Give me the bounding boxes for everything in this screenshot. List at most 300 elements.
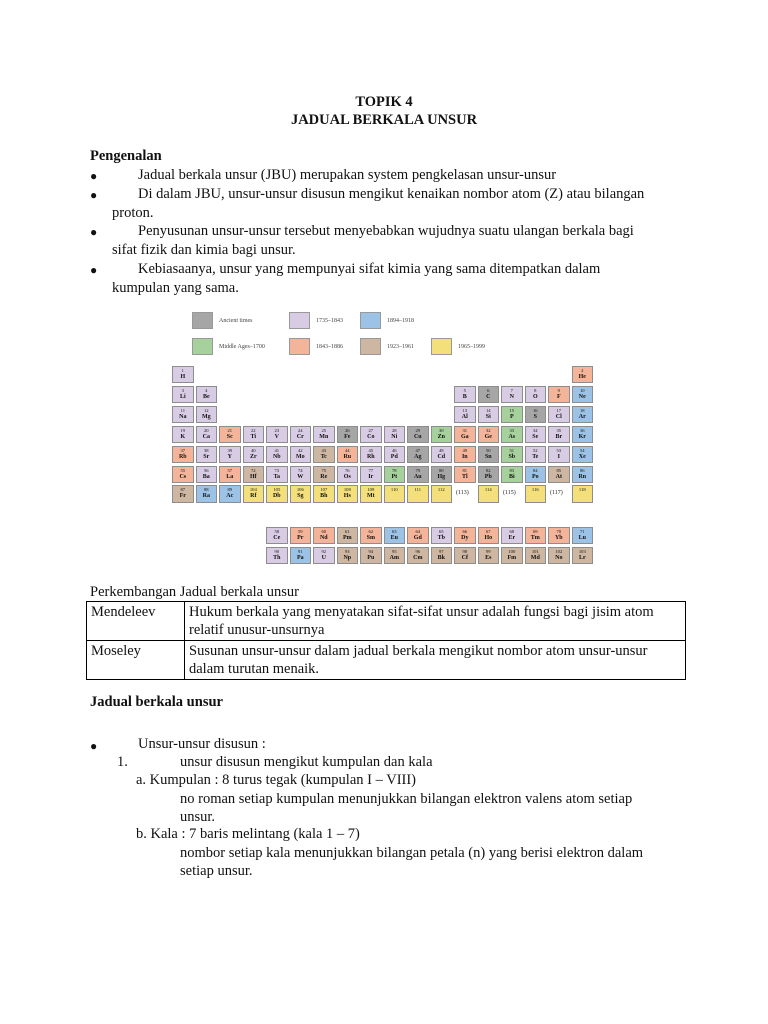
element-symbol: Yb: [554, 535, 563, 541]
atomic-number: 21: [227, 427, 233, 433]
atomic-number: 36: [580, 427, 585, 433]
element-symbol: Ba: [202, 473, 210, 480]
bullet-text: Jadual berkala unsur (JBU) merupakan system pengkelasan unsur-unsur: [138, 167, 557, 183]
element-symbol: Li: [179, 393, 186, 400]
element-cell: [454, 547, 476, 564]
element-symbol: Cs: [179, 473, 187, 480]
atomic-number: 71: [580, 529, 585, 534]
atomic-number: 60: [321, 529, 327, 534]
element-symbol: Eu: [390, 535, 398, 541]
atomic-number: 23: [274, 427, 280, 433]
legend-item: [431, 338, 485, 355]
bullet-text: Kebiasaanya, unsur yang mempunyai sifat kimia yang sama ditempatkan dalam kumpulan yang sama.: [112, 261, 601, 296]
atomic-number: 52: [533, 447, 538, 453]
element-symbol: Am: [389, 555, 399, 561]
element-cell: [266, 426, 288, 443]
element-symbol: Sb: [508, 453, 516, 460]
element-cell: [454, 527, 476, 544]
element-cell: [196, 386, 218, 403]
atomic-number: 7: [510, 387, 513, 393]
element-symbol: Fm: [507, 555, 517, 561]
atomic-number: 56: [204, 467, 209, 473]
element-symbol: Ar: [578, 413, 586, 420]
element-cell: [337, 426, 359, 443]
element-symbol: Ru: [343, 453, 352, 460]
element-cell: [290, 426, 312, 443]
element-cell: [407, 466, 429, 483]
atomic-number: 63: [392, 529, 397, 534]
legend-label: 1965–1999: [458, 343, 485, 350]
legend-swatch: [360, 338, 381, 355]
atomic-number: 44: [345, 447, 350, 453]
element-symbol: Ir: [368, 473, 374, 480]
atomic-number: 61: [345, 529, 350, 534]
subitem-kumpulan: a. Kumpulan : 8 turus tegak (kumpulan I – VIII): [136, 772, 417, 788]
element-symbol: Ti: [250, 433, 257, 440]
element-cell: [337, 527, 359, 544]
element-cell: [290, 466, 312, 483]
atomic-number: 2: [581, 368, 584, 373]
element-symbol: Mn: [319, 433, 329, 440]
atomic-number: 101: [531, 549, 539, 554]
element-cell: [360, 446, 382, 463]
atomic-number: 103: [578, 549, 586, 554]
element-cell: [243, 485, 265, 502]
atomic-number: 13: [462, 407, 468, 413]
element-cell: [360, 426, 382, 443]
atomic-number: 58: [274, 529, 280, 534]
atomic-number: 82: [486, 467, 491, 473]
atomic-number: 22: [251, 427, 256, 433]
legend-label: 1923–1961: [387, 343, 414, 350]
element-symbol: Db: [272, 493, 281, 500]
element-cell: [243, 446, 265, 463]
atomic-number: 93: [345, 549, 350, 554]
element-symbol: Fe: [344, 433, 351, 440]
element-cell: [478, 406, 500, 423]
atomic-number: 102: [555, 549, 563, 554]
atomic-number: 5: [463, 387, 466, 393]
scientist-description: Susunan unsur-unsur dalam jadual berkala mengikut nombor atom unsur-unsur dalam turutan menaik.: [185, 641, 686, 680]
element-cell: [572, 386, 594, 403]
element-symbol: Pb: [484, 473, 492, 480]
element-symbol: Be: [202, 393, 210, 400]
bullet-icon: ●: [90, 225, 98, 239]
element-symbol: Kr: [578, 433, 586, 440]
atomic-number: 70: [556, 529, 562, 534]
element-cell: [360, 485, 382, 502]
legend-swatch: [431, 338, 452, 355]
atomic-number: 95: [392, 549, 397, 554]
element-cell: [360, 527, 382, 544]
atomic-number: 49: [462, 447, 468, 453]
legend-label: 1894–1918: [387, 317, 414, 324]
atomic-number: 104: [249, 487, 257, 493]
element-cell: [431, 466, 453, 483]
element-cell: [478, 527, 500, 544]
element-symbol: Cm: [413, 555, 423, 561]
element-cell: [172, 446, 194, 463]
element-cell: [360, 466, 382, 483]
element-symbol: Rb: [178, 453, 187, 460]
element-symbol: Gd: [413, 535, 422, 541]
element-cell: [384, 466, 406, 483]
element-symbol: Rn: [578, 473, 587, 480]
element-cell: [454, 446, 476, 463]
element-symbol: O: [532, 393, 538, 400]
element-symbol: Hf: [249, 473, 257, 480]
element-cell: [572, 485, 594, 502]
atomic-number: 9: [557, 387, 560, 393]
element-symbol: Br: [555, 433, 563, 440]
element-cell: [172, 485, 194, 502]
element-cell: [478, 547, 500, 564]
bullet-icon: ●: [90, 169, 98, 183]
element-symbol: Y: [227, 453, 232, 460]
element-symbol: C: [486, 393, 491, 400]
element-cell: [525, 386, 547, 403]
atomic-number: 38: [204, 447, 209, 453]
atomic-number: 26: [345, 427, 350, 433]
element-cell: [384, 446, 406, 463]
element-symbol: F: [556, 393, 561, 400]
element-symbol: No: [555, 555, 563, 561]
atomic-number: 53: [556, 447, 562, 453]
atomic-number: 37: [180, 447, 186, 453]
legend-swatch: [289, 338, 310, 355]
element-cell: [525, 426, 547, 443]
element-symbol: Se: [532, 433, 539, 440]
element-cell: [501, 386, 523, 403]
table-caption: Perkembangan Jadual berkala unsur: [90, 584, 299, 600]
element-symbol: K: [180, 433, 186, 440]
element-cell: [454, 406, 476, 423]
element-cell: [196, 466, 218, 483]
element-cell: [172, 466, 194, 483]
element-cell: [431, 527, 453, 544]
element-symbol: Cd: [437, 453, 446, 460]
atomic-number: 90: [274, 549, 280, 554]
atomic-number: 68: [509, 529, 515, 534]
atomic-number: 14: [486, 407, 491, 413]
element-symbol: As: [508, 433, 516, 440]
subitem-kala: b. Kala : 7 baris melintang (kala 1 – 7): [136, 826, 360, 842]
element-cell: [172, 386, 194, 403]
element-symbol: Hg: [437, 473, 446, 480]
legend-label: Middle Ages–1700: [219, 343, 265, 350]
history-table: [86, 601, 686, 680]
atomic-number: 81: [462, 467, 468, 473]
element-cell: [290, 547, 312, 564]
element-symbol: Zn: [437, 433, 445, 440]
element-cell: [313, 547, 335, 564]
atomic-number: 64: [415, 529, 421, 534]
atomic-number: 55: [180, 467, 186, 473]
element-symbol: Pa: [296, 555, 304, 561]
atomic-number: 45: [368, 447, 374, 453]
atomic-number: 4: [205, 387, 208, 393]
element-cell: [454, 426, 476, 443]
element-cell: [431, 485, 453, 502]
atomic-number: 109: [367, 487, 375, 493]
legend-swatch: [192, 338, 213, 355]
element-cell: [431, 446, 453, 463]
element-cell: [313, 466, 335, 483]
element-symbol: H: [180, 374, 186, 380]
element-symbol: Bk: [437, 555, 445, 561]
element-cell: [384, 485, 406, 502]
atomic-number: 107: [320, 487, 328, 493]
element-cell: [313, 426, 335, 443]
element-cell: [454, 386, 476, 403]
element-symbol: Np: [343, 555, 352, 561]
atomic-number: 110: [390, 487, 398, 493]
element-symbol: Au: [413, 473, 422, 480]
legend-item: [360, 338, 414, 355]
element-cell: [196, 406, 218, 423]
atomic-number: 19: [180, 427, 186, 433]
atomic-number: 99: [486, 549, 491, 554]
element-symbol: Mg: [201, 413, 211, 420]
atomic-number: 35: [556, 427, 562, 433]
section-heading-jadual: Jadual berkala unsur: [90, 694, 223, 710]
element-cell: [548, 426, 570, 443]
element-cell: [219, 466, 241, 483]
element-symbol: I: [557, 453, 560, 460]
element-cell: [572, 527, 594, 544]
atomic-number: 84: [533, 467, 538, 473]
element-cell: [525, 466, 547, 483]
element-symbol: N: [509, 393, 514, 400]
element-cell: [501, 426, 523, 443]
section-heading-pengenalan: Pengenalan: [90, 148, 162, 164]
element-cell: [266, 446, 288, 463]
element-symbol: Lu: [578, 535, 586, 541]
atomic-number: 80: [439, 467, 444, 473]
atomic-number: 1: [181, 368, 184, 373]
element-cell: [525, 485, 547, 502]
element-cell: [219, 446, 241, 463]
element-symbol: Ac: [226, 493, 234, 500]
atomic-number: 98: [462, 549, 468, 554]
element-symbol: Sg: [297, 493, 304, 500]
element-cell: [525, 446, 547, 463]
table-row: [87, 602, 686, 641]
element-symbol: Ga: [460, 433, 469, 440]
atomic-number: 42: [298, 447, 303, 453]
element-symbol: Sm: [366, 535, 375, 541]
element-cell: [407, 426, 429, 443]
element-cell: [172, 426, 194, 443]
atomic-number: 32: [486, 427, 491, 433]
legend-label: Ancient times: [219, 317, 253, 324]
element-symbol: La: [226, 473, 234, 480]
element-cell: [501, 547, 523, 564]
atomic-number: 31: [462, 427, 468, 433]
atomic-number: 17: [556, 407, 562, 413]
atomic-number: 6: [487, 387, 490, 393]
element-symbol: Fr: [179, 493, 186, 500]
legend-label: 1735–1843: [316, 317, 343, 324]
element-symbol: Cr: [296, 433, 304, 440]
legend-item: [289, 338, 343, 355]
atomic-number: 86: [580, 467, 585, 473]
element-symbol: S: [533, 413, 537, 420]
atomic-number: 27: [368, 427, 374, 433]
element-symbol: Co: [367, 433, 375, 440]
atomic-number: 25: [321, 427, 327, 433]
bullet-icon: ●: [90, 263, 98, 277]
element-cell: [548, 446, 570, 463]
element-symbol: Zr: [249, 453, 257, 460]
element-cell: [548, 406, 570, 423]
element-cell: [501, 406, 523, 423]
atomic-number: 108: [343, 487, 351, 493]
element-cell: [572, 466, 594, 483]
element-symbol: Hs: [343, 493, 351, 500]
atomic-number: 8: [534, 387, 537, 393]
element-symbol: Al: [461, 413, 468, 420]
atomic-number: 97: [439, 549, 444, 554]
atomic-number: 87: [180, 487, 186, 493]
subitem-kumpulan-desc: no roman setiap kumpulan menunjukkan bilangan elektron valens atom setiap unsur.: [180, 791, 633, 825]
element-cell: [196, 426, 218, 443]
atomic-number: 96: [415, 549, 421, 554]
element-symbol: Ge: [484, 433, 492, 440]
element-symbol: Sc: [226, 433, 233, 440]
element-placeholder: (115): [503, 490, 516, 497]
element-symbol: P: [509, 413, 514, 420]
element-cell: [407, 527, 429, 544]
element-symbol: Ho: [484, 535, 493, 541]
atomic-number: 46: [392, 447, 397, 453]
element-cell: [243, 426, 265, 443]
atomic-number: 100: [508, 549, 516, 554]
atomic-number: 106: [296, 487, 304, 493]
element-symbol: Md: [530, 555, 540, 561]
list-number: 1.: [117, 754, 128, 770]
element-symbol: Po: [531, 473, 539, 480]
element-cell: [478, 426, 500, 443]
element-symbol: Ag: [414, 453, 422, 460]
element-placeholder: (117): [550, 490, 563, 497]
atomic-number: 67: [486, 529, 491, 534]
atomic-number: 75: [321, 467, 327, 473]
element-symbol: Ce: [273, 535, 281, 541]
element-cell: [501, 466, 523, 483]
element-cell: [384, 426, 406, 443]
element-cell: [478, 386, 500, 403]
element-symbol: Tb: [437, 535, 445, 541]
element-cell: [572, 446, 594, 463]
atomic-number: 105: [273, 487, 281, 493]
element-cell: [478, 466, 500, 483]
topic-number: TOPIK 4: [355, 94, 413, 110]
element-symbol: Lr: [578, 555, 586, 561]
element-cell: [572, 406, 594, 423]
atomic-number: 72: [251, 467, 256, 473]
atomic-number: 16: [533, 407, 538, 413]
element-symbol: Dy: [461, 535, 469, 541]
atomic-number: 89: [227, 487, 233, 493]
element-cell: [337, 485, 359, 502]
atomic-number: 54: [580, 447, 585, 453]
element-symbol: Cu: [413, 433, 422, 440]
element-cell: [501, 527, 523, 544]
subitem-kala-desc: nombor setiap kala menunjukkan bilangan petala (n) yang berisi elektron dalam setiap unsur.: [180, 845, 644, 879]
element-cell: [572, 547, 594, 564]
legend-swatch: [192, 312, 213, 329]
element-symbol: Bh: [320, 493, 328, 500]
element-symbol: Er: [508, 535, 516, 541]
element-symbol: Pd: [390, 453, 398, 460]
element-cell: [572, 366, 594, 383]
atomic-number: 91: [298, 549, 303, 554]
element-symbol: Os: [343, 473, 351, 480]
atomic-number: 15: [509, 407, 515, 413]
element-cell: [525, 406, 547, 423]
element-symbol: Pu: [367, 555, 375, 561]
atomic-number: 34: [533, 427, 538, 433]
atomic-number: 92: [321, 549, 327, 554]
element-cell: [337, 446, 359, 463]
element-symbol: U: [321, 555, 326, 561]
element-placeholder: (113): [456, 490, 469, 497]
atomic-number: 43: [321, 447, 327, 453]
bullet-icon: ●: [90, 188, 98, 202]
element-symbol: V: [274, 433, 279, 440]
atomic-number: 30: [439, 427, 444, 433]
atomic-number: 24: [298, 427, 303, 433]
element-cell: [290, 485, 312, 502]
element-symbol: Ta: [273, 473, 281, 480]
bullet-text: Unsur-unsur disusun :: [138, 736, 266, 752]
element-symbol: Ni: [391, 433, 398, 440]
legend-label: 1843–1886: [316, 343, 343, 350]
element-cell: [548, 547, 570, 564]
bullet-text: Di dalam JBU, unsur-unsur disusun mengikut kenaikan nombor atom (Z) atau bilangan proton.: [112, 186, 645, 221]
atomic-number: 12: [204, 407, 209, 413]
element-symbol: Tc: [320, 453, 327, 460]
element-cell: [172, 366, 194, 383]
element-symbol: Sn: [484, 453, 492, 460]
atomic-number: 114: [484, 487, 492, 493]
element-cell: [313, 485, 335, 502]
element-cell: [290, 527, 312, 544]
atomic-number: 66: [462, 529, 468, 534]
element-cell: [384, 547, 406, 564]
element-cell: [525, 527, 547, 544]
atomic-number: 48: [439, 447, 444, 453]
atomic-number: 83: [509, 467, 515, 473]
element-symbol: Es: [485, 555, 492, 561]
atomic-number: 118: [578, 487, 586, 493]
atomic-number: 112: [437, 487, 445, 493]
element-symbol: Sr: [203, 453, 210, 460]
atomic-number: 78: [392, 467, 397, 473]
element-cell: [196, 446, 218, 463]
element-cell: [407, 446, 429, 463]
element-cell: [337, 466, 359, 483]
element-cell: [266, 485, 288, 502]
element-cell: [478, 446, 500, 463]
element-cell: [219, 485, 241, 502]
element-symbol: Pr: [297, 535, 304, 541]
element-symbol: Na: [179, 413, 187, 420]
element-cell: [243, 466, 265, 483]
atomic-number: 69: [533, 529, 538, 534]
atomic-number: 59: [298, 529, 303, 534]
